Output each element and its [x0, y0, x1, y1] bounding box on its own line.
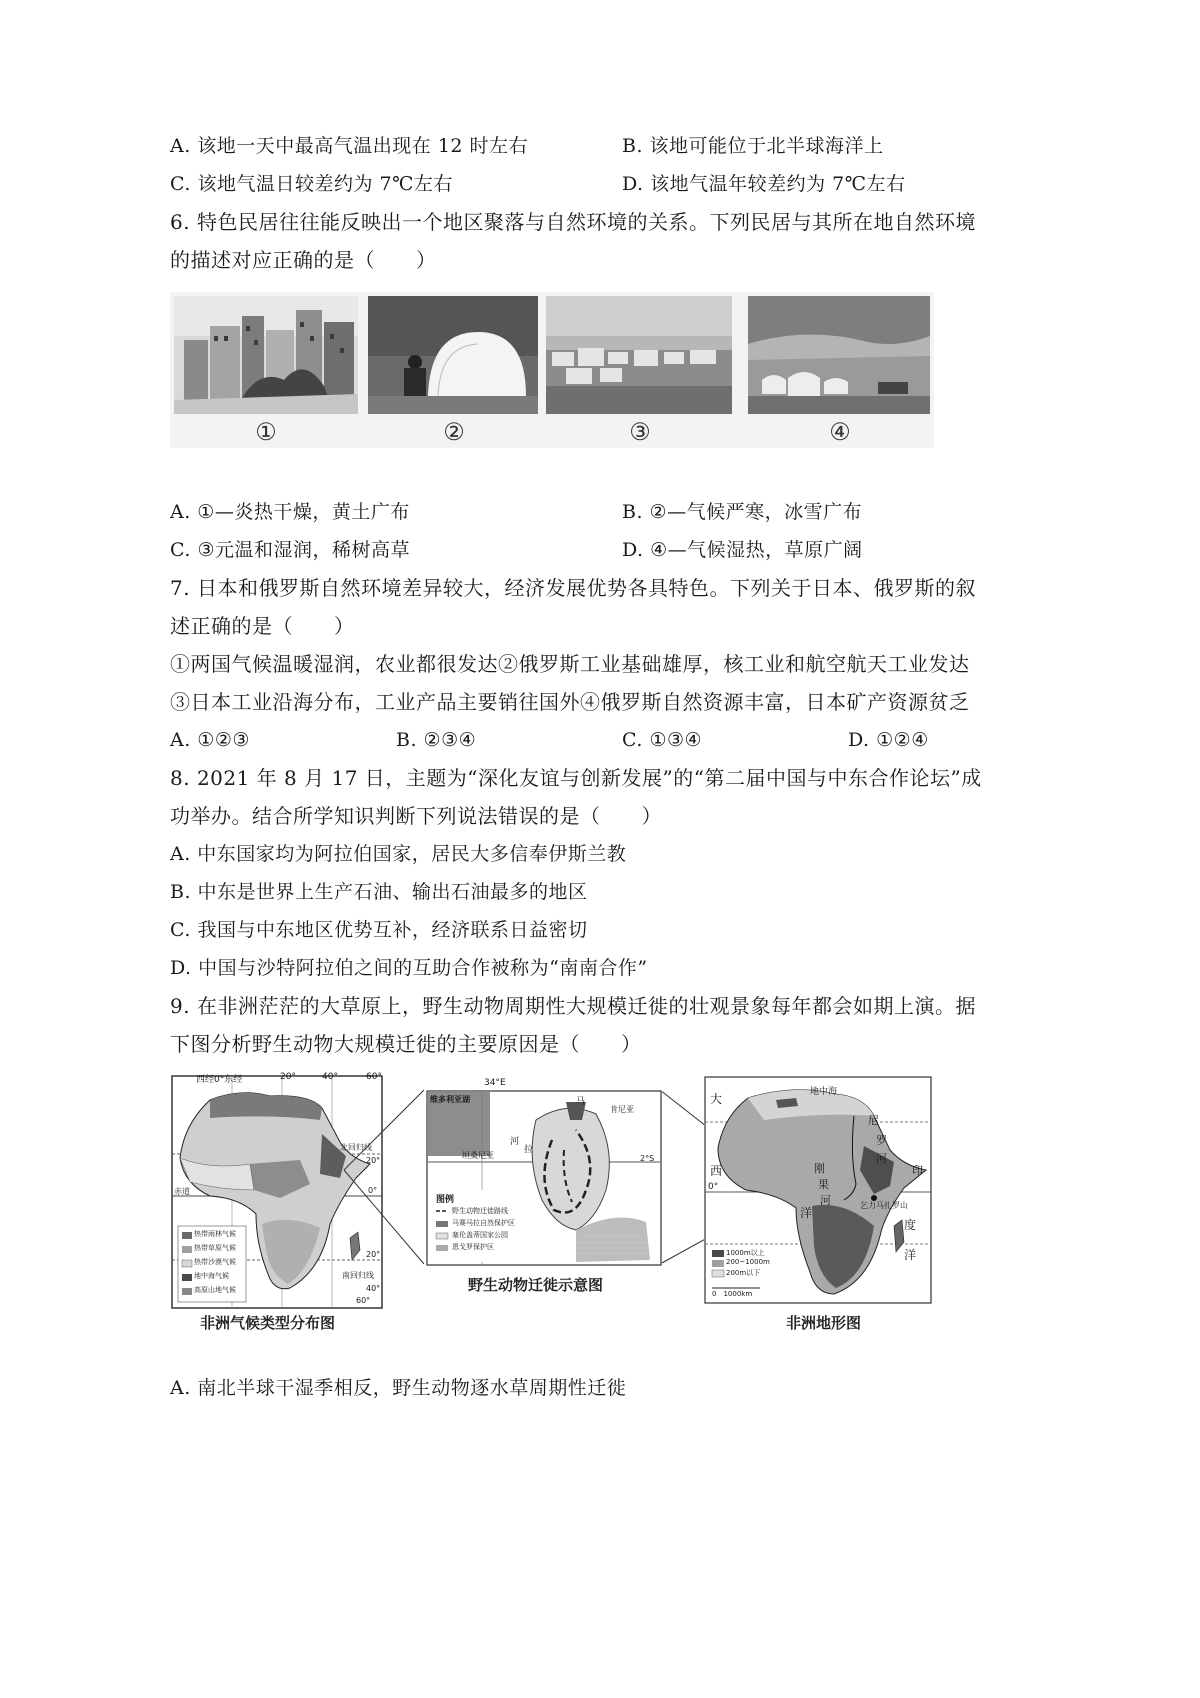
q6-option-c: C. ③元温和湿润，稀树高草	[170, 539, 410, 561]
q7-statement-line1: ①两国气候温暖湿润，农业都很发达②俄罗斯工业基础雄厚，核工业和航空航天工业发达	[170, 652, 970, 676]
terrain-label-gang: 刚	[814, 1162, 825, 1175]
terrain-label-yang2: 洋	[904, 1248, 917, 1262]
terrain-legend-item-3: 200m以下	[726, 1269, 761, 1277]
terrain-label-0deg: 0°	[708, 1182, 719, 1192]
terrain-label-he: 河	[876, 1152, 887, 1165]
migration-label-ma: 马	[576, 1097, 586, 1107]
terrain-label-du: 度	[904, 1218, 917, 1232]
terrain-label-he2: 河	[820, 1194, 831, 1207]
climate-map-label-0: 0°	[368, 1186, 378, 1195]
q9-option-a: A. 南北半球干湿季相反，野生动物逐水草周期性迁徙	[170, 1377, 627, 1399]
q7-stem-line1: 7. 日本和俄罗斯自然环境差异较大，经济发展优势各具特色。下列关于日本、俄罗斯的叙	[170, 576, 976, 600]
migration-label-kenya: 肯尼亚	[610, 1105, 634, 1114]
photo-2-igloo	[368, 296, 538, 414]
terrain-label-ni: 尼	[868, 1114, 879, 1127]
climate-map-top-label-3: 60°	[366, 1072, 382, 1082]
terrain-label-kilimanjaro: 乞力马扎罗山	[860, 1201, 908, 1210]
migration-label-he: 河	[510, 1137, 520, 1147]
q8-option-a: A. 中东国家均为阿拉伯国家，居民大多信奉伊斯兰教	[170, 843, 627, 865]
photo-caption-1: ①	[255, 418, 277, 446]
photo-caption-2: ②	[443, 418, 465, 446]
climate-map-label-equator: 赤道	[174, 1187, 190, 1196]
photo-caption-3: ③	[629, 418, 651, 446]
migration-label-2s: 2°S	[640, 1154, 655, 1163]
photo-4-yurts	[748, 296, 930, 414]
migration-legend-title: 图例	[436, 1195, 455, 1205]
terrain-legend-item-2: 200~1000m	[726, 1258, 770, 1266]
terrain-label-mediterranean: 地中海	[810, 1087, 838, 1097]
climate-legend-item-3: 热带沙漠气候	[194, 1258, 236, 1266]
terrain-label-yin: 印	[912, 1164, 923, 1177]
q5-option-d: D. 该地气温年较差约为 7℃左右	[622, 173, 906, 195]
climate-legend-item-1: 热带雨林气候	[194, 1230, 236, 1238]
migration-label-34e: 34°E	[484, 1078, 506, 1088]
climate-map-label-20n: 20°	[366, 1156, 381, 1165]
terrain-scale-bar: 0 1000km	[712, 1290, 753, 1298]
terrain-label-guo: 果	[818, 1178, 829, 1191]
q6-stem-line1: 6. 特色民居往往能反映出一个地区聚落与自然环境的关系。下列民居与其所在地自然环境	[170, 210, 976, 234]
q8-stem-line2: 功举办。结合所学知识判断下列说法错误的是（ ）	[170, 804, 662, 828]
migration-legend-item-4: 恩戈罗保护区	[452, 1243, 494, 1251]
q6-option-d: D. ④—气候湿热，草原广阔	[622, 539, 863, 561]
climate-map-label-tropic-south: 南回归线	[342, 1271, 374, 1280]
q7-option-c: C. ①③④	[622, 729, 703, 751]
climate-map-top-label-1: 20°	[280, 1072, 296, 1082]
q8-stem-line1: 8. 2021 年 8 月 17 日，主题为“深化友谊与创新发展”的“第二届中国与中东合作论坛”成	[170, 766, 982, 790]
q9-stem-line2: 下图分析野生动物大规模迁徙的主要原因是（ ）	[170, 1032, 642, 1056]
migration-label-tanzania: 坦桑尼亚	[462, 1151, 494, 1160]
q7-option-a: A. ①②③	[170, 729, 250, 751]
climate-legend-item-2: 热带草原气候	[194, 1244, 236, 1252]
migration-label-lake-victoria: 维多利亚湖	[430, 1095, 470, 1104]
africa-terrain-map	[704, 1076, 932, 1304]
photo-3-village-huts	[546, 296, 732, 414]
climate-map-label-40: 40°	[366, 1284, 381, 1293]
migration-map-caption: 野生动物迁徙示意图	[468, 1276, 604, 1294]
q5-option-c: C. 该地气温日较差约为 7℃左右	[170, 173, 453, 195]
q9-stem-line1: 9. 在非洲茫茫的大草原上，野生动物周期性大规模迁徙的壮观景象每年都会如期上演。据	[170, 994, 976, 1018]
terrain-map-caption: 非洲地形图	[786, 1314, 862, 1332]
terrain-legend-item-1: 1000m以上	[726, 1249, 765, 1257]
terrain-label-yang: 洋	[800, 1206, 813, 1220]
q6-photo-strip	[170, 292, 934, 448]
q6-option-a: A. ①—炎热干燥，黄土广布	[170, 501, 410, 523]
migration-legend-item-1: 野生动物迁徙路线	[452, 1207, 508, 1215]
wildlife-migration-map	[426, 1078, 662, 1266]
terrain-label-xi: 西	[710, 1164, 723, 1178]
climate-map-label-20s: 20°	[366, 1250, 381, 1259]
q8-option-b: B. 中东是世界上生产石油、输出石油最多的地区	[170, 881, 588, 903]
climate-legend-item-4: 地中海气候	[194, 1272, 229, 1280]
climate-map-caption: 非洲气候类型分布图	[200, 1314, 336, 1332]
q7-option-d: D. ①②④	[848, 729, 929, 751]
q6-stem-line2: 的描述对应正确的是（ ）	[170, 248, 437, 272]
migration-legend-item-2: 马赛马拉自然保护区	[452, 1219, 515, 1227]
q7-stem-line2: 述正确的是（ ）	[170, 614, 355, 638]
q8-option-c: C. 我国与中东地区优势互补，经济联系日益密切	[170, 919, 588, 941]
migration-label-la: 拉	[524, 1145, 534, 1155]
q6-option-b: B. ②—气候严寒，冰雪广布	[622, 501, 863, 523]
climate-map-label-60: 60°	[356, 1296, 371, 1305]
terrain-label-luo: 罗	[876, 1134, 887, 1147]
photo-1-desert-buildings	[174, 296, 358, 414]
migration-legend-item-3: 塞伦盖蒂国家公园	[452, 1231, 508, 1239]
climate-map-top-label-0: 西经0°东经	[196, 1075, 243, 1085]
terrain-label-da: 大	[710, 1092, 723, 1106]
q5-option-b: B. 该地可能位于北半球海洋上	[622, 135, 884, 157]
climate-legend-item-5: 高原山地气候	[194, 1286, 236, 1294]
q5-option-a: A. 该地一天中最高气温出现在 12 时左右	[170, 135, 529, 157]
climate-map-top-label-2: 40°	[322, 1072, 338, 1082]
q7-statement-line2: ③日本工业沿海分布，工业产品主要销往国外④俄罗斯自然资源丰富，日本矿产资源贫乏	[170, 690, 970, 714]
climate-map-label-tropic-north: 北回归线	[340, 1143, 372, 1152]
q7-option-b: B. ②③④	[396, 729, 477, 751]
q8-option-d: D. 中国与沙特阿拉伯之间的互助合作被称为“南南合作”	[170, 957, 648, 979]
photo-caption-4: ④	[829, 418, 851, 446]
